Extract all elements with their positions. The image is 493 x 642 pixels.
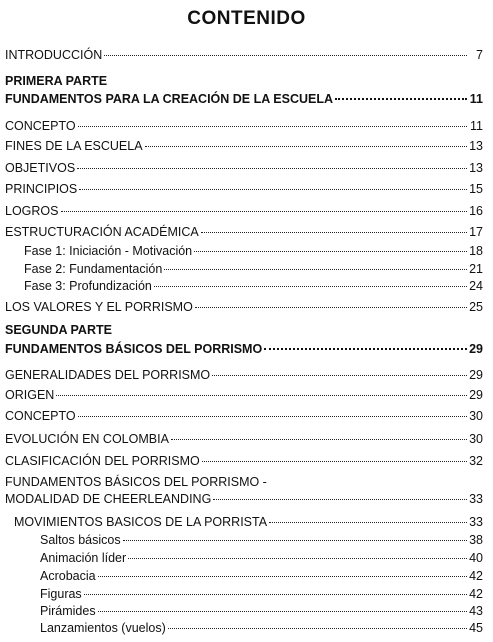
- toc-entry-clasificacion[interactable]: [5, 454, 483, 468]
- toc-entry-label: Fase 3: Profundización: [24, 279, 152, 293]
- toc-entry-generalidades[interactable]: [5, 368, 483, 382]
- toc-entry-label: MODALIDAD DE CHEERLEANDING: [5, 492, 212, 506]
- toc-entry-origen[interactable]: [5, 388, 483, 402]
- dot-leader: [164, 269, 467, 270]
- toc-entry-estructuracion[interactable]: [5, 225, 483, 239]
- toc-entry-page: 25: [469, 300, 483, 314]
- dot-leader: [154, 286, 467, 287]
- toc-entry-label: LOS VALORES Y EL PORRISMO: [5, 300, 193, 314]
- toc-entry-page: 29: [469, 388, 483, 402]
- part-heading-segunda: SEGUNDA PARTE: [5, 323, 112, 337]
- dot-leader: [212, 375, 467, 376]
- dot-leader: [56, 395, 467, 396]
- dot-leader: [77, 168, 467, 169]
- toc-entry-page: 13: [469, 161, 483, 175]
- dot-leader: [61, 211, 468, 212]
- toc-entry-page: 32: [469, 454, 483, 468]
- toc-entry-page: 7: [476, 48, 483, 62]
- toc-entry-fines[interactable]: [5, 139, 483, 153]
- dot-leader: [84, 594, 467, 595]
- toc-entry-label: ESTRUCTURACIÓN ACADÉMICA: [5, 225, 199, 239]
- dot-leader: [264, 348, 467, 350]
- dot-leader: [79, 189, 467, 190]
- toc-entry-label: FINES DE LA ESCUELA: [5, 139, 143, 153]
- toc-entry-page: 40: [469, 551, 483, 565]
- dot-leader: [335, 98, 467, 100]
- toc-entry-page: 11: [470, 119, 483, 133]
- toc-entry-label: ORIGEN: [5, 388, 55, 402]
- toc-entry-label: Fase 1: Iniciación - Motivación: [24, 244, 193, 258]
- toc-entry-acrobacia[interactable]: [40, 569, 483, 583]
- toc-entry-page: 30: [469, 409, 483, 423]
- toc-entry-label: Lanzamientos (vuelos): [40, 621, 166, 635]
- toc-entry-label: Animación líder: [40, 551, 127, 565]
- dot-leader: [123, 540, 467, 541]
- part-heading-primera: PRIMERA PARTE: [5, 74, 108, 88]
- toc-entry-label: Saltos básicos: [40, 533, 121, 547]
- toc-entry-parte2[interactable]: [5, 342, 483, 356]
- toc-entry-fase2[interactable]: [24, 262, 483, 276]
- toc-entry-page: 16: [469, 204, 483, 218]
- dot-leader: [168, 628, 467, 629]
- toc-entry-page: 11: [469, 92, 483, 106]
- toc-entry-label: Figuras: [40, 587, 82, 601]
- toc-entry-fundamentos-line1: FUNDAMENTOS BÁSICOS DEL PORRISMO -: [5, 475, 267, 489]
- toc-entry-page: 42: [469, 569, 483, 583]
- dot-leader: [98, 576, 467, 577]
- toc-entry-piramides[interactable]: [40, 604, 483, 618]
- toc-entry-page: 38: [469, 533, 483, 547]
- dot-leader: [145, 146, 467, 147]
- dot-leader: [213, 499, 467, 500]
- dot-leader: [104, 55, 467, 56]
- toc-entry-label: FUNDAMENTOS BÁSICOS DEL PORRISMO: [5, 342, 263, 356]
- toc-entry-label: EVOLUCIÓN EN COLOMBIA: [5, 432, 169, 446]
- toc-entry-fase1[interactable]: [24, 244, 483, 258]
- toc-entry-page: 33: [469, 515, 483, 529]
- dot-leader: [78, 416, 467, 417]
- toc-entry-concepto[interactable]: [5, 119, 483, 133]
- toc-entry-introduccion[interactable]: [5, 48, 483, 62]
- toc-entry-lanzamientos[interactable]: [40, 621, 483, 635]
- toc-entry-valores[interactable]: [5, 300, 483, 314]
- toc-entry-label: MOVIMIENTOS BASICOS DE LA PORRISTA: [14, 515, 268, 529]
- dot-leader: [195, 307, 467, 308]
- toc-entry-fundamentos-modalidad[interactable]: [5, 492, 483, 506]
- toc-entry-figuras[interactable]: [40, 587, 483, 601]
- toc-entry-animacion[interactable]: [40, 551, 483, 565]
- toc-entry-page: 24: [469, 279, 483, 293]
- dot-leader: [171, 439, 467, 440]
- toc-entry-page: 42: [469, 587, 483, 601]
- toc-entry-page: 17: [469, 225, 483, 239]
- dot-leader: [202, 461, 467, 462]
- toc-entry-label: FUNDAMENTOS PARA LA CREACIÓN DE LA ESCUELA: [5, 92, 334, 106]
- toc-entry-page: 33: [469, 492, 483, 506]
- toc-entry-label: CONCEPTO: [5, 409, 76, 423]
- toc-entry-label: CLASIFICACIÓN DEL PORRISMO: [5, 454, 200, 468]
- toc-entry-label: PRINCIPIOS: [5, 182, 78, 196]
- toc-entry-principios[interactable]: [5, 182, 483, 196]
- toc-entry-saltos[interactable]: [40, 533, 483, 547]
- dot-leader: [98, 611, 467, 612]
- dot-leader: [78, 126, 467, 127]
- toc-entry-label: Acrobacia: [40, 569, 96, 583]
- toc-entry-page: 30: [469, 432, 483, 446]
- toc-entry-concepto-2[interactable]: [5, 409, 483, 423]
- toc-entry-label: INTRODUCCIÓN: [5, 48, 103, 62]
- toc-entry-page: 29: [469, 342, 483, 356]
- toc-entry-parte1[interactable]: [5, 92, 483, 106]
- toc-entry-movimientos[interactable]: [14, 515, 483, 529]
- dot-leader: [128, 558, 467, 559]
- toc-entry-page: 45: [469, 621, 483, 635]
- toc-entry-label: LOGROS: [5, 204, 59, 218]
- toc-entry-label: GENERALIDADES DEL PORRISMO: [5, 368, 211, 382]
- toc-entry-label: Pirámides: [40, 604, 96, 618]
- page-title: CONTENIDO: [187, 8, 306, 29]
- toc-entry-logros[interactable]: [5, 204, 483, 218]
- toc-entry-label: CONCEPTO: [5, 119, 76, 133]
- dot-leader: [194, 251, 467, 252]
- toc-entry-fase3[interactable]: [24, 279, 483, 293]
- toc-entry-page: 15: [469, 182, 483, 196]
- toc-entry-label: Fase 2: Fundamentación: [24, 262, 163, 276]
- toc-entry-page: 43: [469, 604, 483, 618]
- toc-entry-label: OBJETIVOS: [5, 161, 76, 175]
- toc-entry-page: 18: [469, 244, 483, 258]
- dot-leader: [269, 522, 467, 523]
- dot-leader: [201, 232, 467, 233]
- toc-entry-page: 13: [469, 139, 483, 153]
- toc-entry-page: 21: [469, 262, 483, 276]
- toc-entry-evolucion[interactable]: [5, 432, 483, 446]
- toc-entry-page: 29: [469, 368, 483, 382]
- toc-entry-objetivos[interactable]: [5, 161, 483, 175]
